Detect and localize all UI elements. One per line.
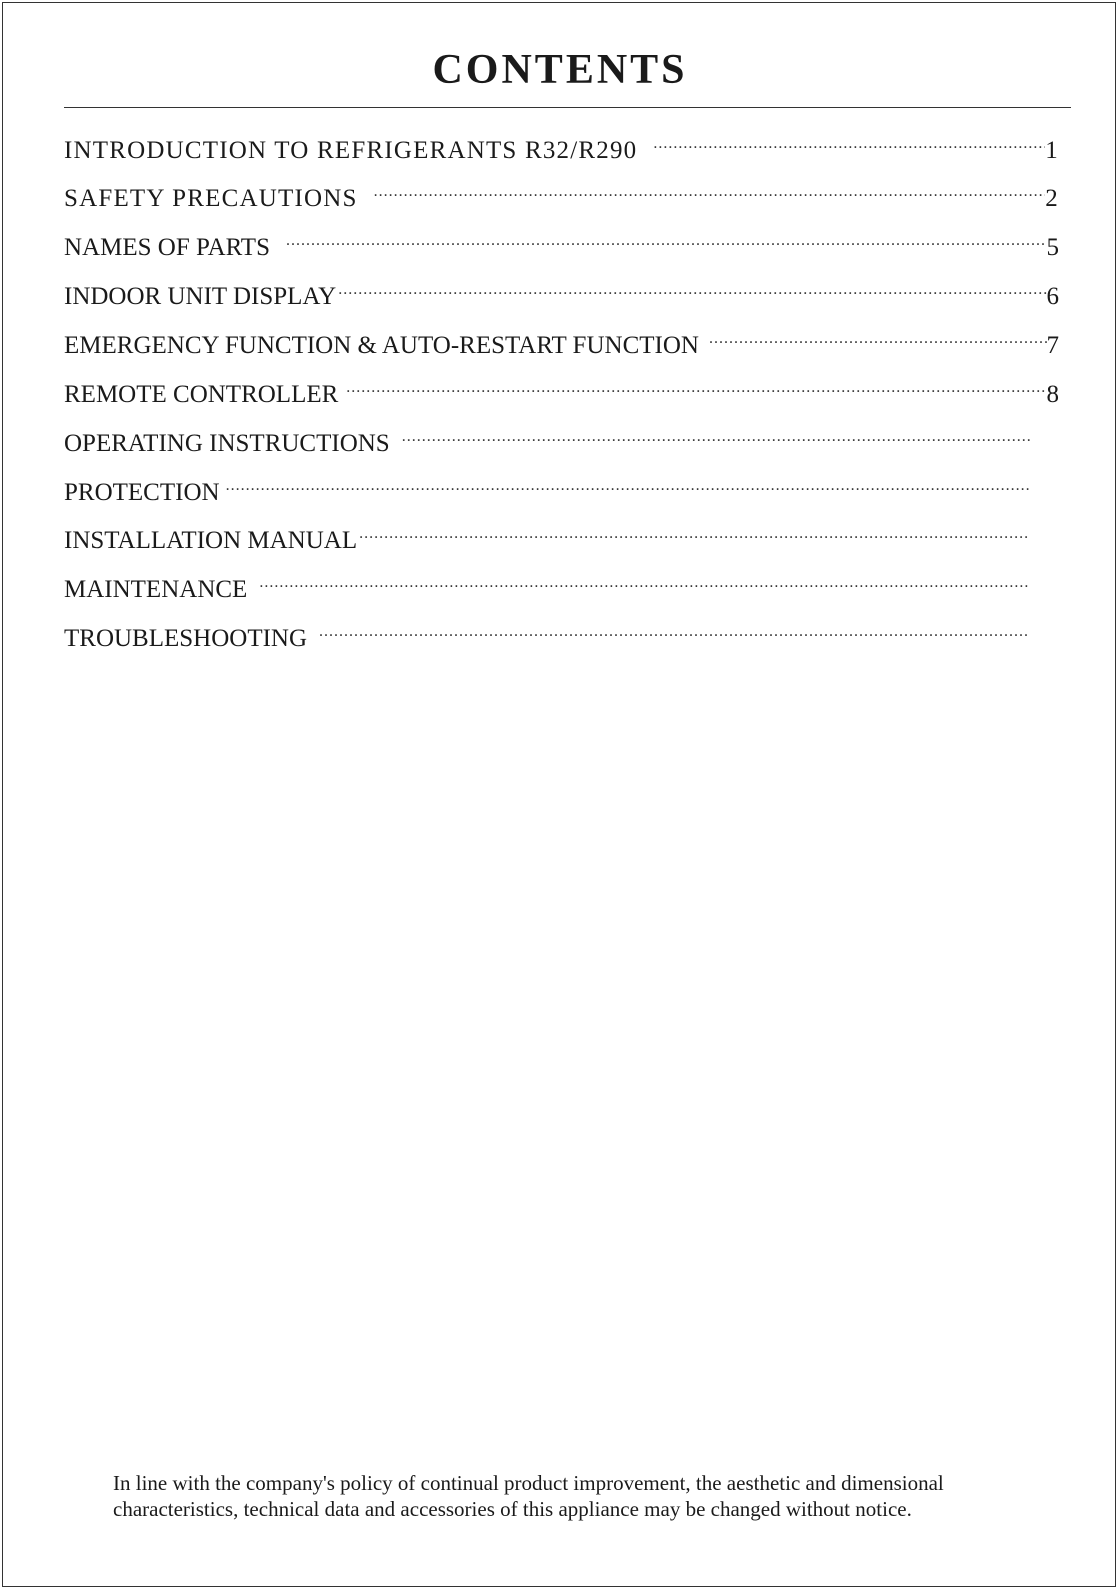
toc-leader-dots xyxy=(286,221,1047,255)
toc-entry-safety-precautions[interactable] xyxy=(64,172,1059,212)
toc-leader-dots xyxy=(709,319,1047,353)
toc-entry-page: 2 xyxy=(1045,185,1059,212)
toc-entry-introduction[interactable] xyxy=(64,124,1059,164)
toc-entry-page: 7 xyxy=(1046,332,1059,359)
title-divider xyxy=(64,107,1071,108)
toc-entry-remote-controller[interactable] xyxy=(64,368,1059,408)
toc-leader-dots xyxy=(374,172,1046,206)
toc-entry-page: 5 xyxy=(1046,234,1059,261)
toc-leader-dots xyxy=(319,612,1030,646)
toc-entry-maintenance[interactable] xyxy=(64,563,1042,603)
toc-entry-installation-manual[interactable] xyxy=(64,514,1042,554)
product-improvement-notice xyxy=(113,1470,1033,1522)
toc-entry-label: TROUBLESHOOTING xyxy=(64,625,308,652)
toc-leader-dots xyxy=(653,124,1045,158)
toc-entry-page: 6 xyxy=(1046,283,1059,310)
notice-line: In line with the company's policy of continual product improvement, the aesthetic and dimensional xyxy=(113,1471,944,1495)
page-title: CONTENTS xyxy=(432,47,688,93)
toc-entry-names-of-parts[interactable] xyxy=(64,221,1059,261)
toc-entry-troubleshooting[interactable] xyxy=(64,612,1042,652)
toc-entry-page: 8 xyxy=(1046,381,1059,408)
toc-entry-label: OPERATING INSTRUCTIONS xyxy=(64,430,390,457)
toc-leader-dots xyxy=(338,270,1046,304)
notice-line: characteristics, technical data and accessories of this appliance may be changed without notice. xyxy=(113,1497,912,1521)
toc-entry-label: REMOTE CONTROLLER xyxy=(64,381,339,408)
toc-entry-label: MAINTENANCE xyxy=(64,576,248,603)
toc-entry-protection[interactable] xyxy=(64,466,1042,506)
toc-entry-operating-instructions[interactable] xyxy=(64,417,1042,457)
toc-entry-indoor-unit-display[interactable] xyxy=(64,270,1059,310)
toc-entry-label: INDOOR UNIT DISPLAY xyxy=(64,283,337,310)
toc-leader-dots xyxy=(346,368,1046,402)
toc-entry-label: PROTECTION xyxy=(64,479,220,506)
toc-entry-page: 1 xyxy=(1045,137,1059,164)
toc-leader-dots xyxy=(402,417,1030,451)
toc-entry-label: NAMES OF PARTS xyxy=(64,234,270,261)
toc-leader-dots xyxy=(226,466,1030,500)
toc-entry-emergency-function[interactable] xyxy=(64,319,1059,359)
toc-entry-label: EMERGENCY FUNCTION & AUTO-RESTART FUNCTION xyxy=(64,332,699,359)
toc-entry-label: INTRODUCTION TO REFRIGERANTS R32/R290 xyxy=(64,137,638,164)
toc-entry-label: INSTALLATION MANUAL xyxy=(64,527,358,554)
toc-entry-label: SAFETY PRECAUTIONS xyxy=(64,185,358,212)
toc-leader-dots xyxy=(259,563,1030,597)
toc-leader-dots xyxy=(359,514,1030,548)
